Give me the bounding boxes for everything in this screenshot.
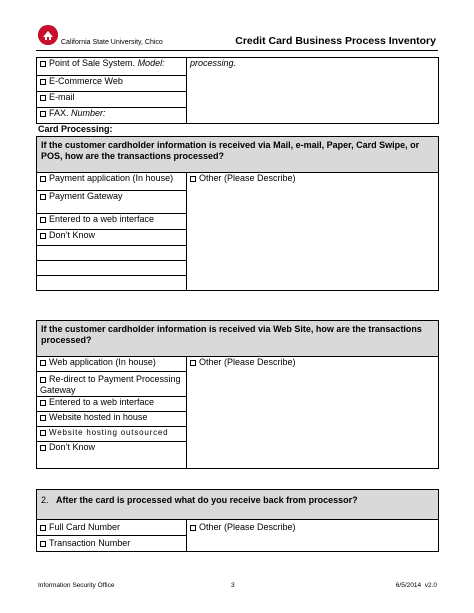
checkbox-icon[interactable] <box>40 525 46 531</box>
header-divider <box>36 50 438 51</box>
transaction-number-option[interactable] <box>37 536 187 552</box>
redirect-gateway-option[interactable] <box>37 372 187 397</box>
checkbox-icon[interactable] <box>190 525 196 531</box>
checkbox-icon[interactable] <box>40 377 46 383</box>
checkbox-icon[interactable] <box>40 61 46 67</box>
university-name: California State University, Chico <box>61 39 163 46</box>
checkbox-icon[interactable] <box>40 79 46 85</box>
processing-note: processing. <box>190 58 237 68</box>
option-label: Other (Please Describe) <box>199 522 296 532</box>
payment-gateway-option[interactable] <box>37 191 187 214</box>
hosted-in-house-option[interactable] <box>37 412 187 427</box>
web-application-option[interactable] <box>37 357 187 372</box>
question-header: If the customer cardholder information is received via Mail, e-mail, Paper, Card Swipe, or POS, how are the transactions processed? <box>37 137 439 173</box>
option-label: Payment Gateway <box>49 191 123 201</box>
option-label: E-Commerce Web <box>49 76 123 86</box>
option-label: FAX. <box>49 108 69 118</box>
checkbox-icon[interactable] <box>40 111 46 117</box>
document-title: Credit Card Business Process Inventory <box>235 35 436 47</box>
university-logo <box>38 25 58 45</box>
processing-note-cell <box>187 58 439 124</box>
page-number: 3 <box>231 582 235 589</box>
checkbox-icon[interactable] <box>40 194 46 200</box>
checkbox-icon[interactable] <box>190 360 196 366</box>
checkbox-icon[interactable] <box>40 360 46 366</box>
checkbox-icon[interactable] <box>40 176 46 182</box>
card-processing-label: Card Processing: <box>38 124 113 134</box>
option-label: Entered to a web interface <box>49 214 155 224</box>
empty-row[interactable] <box>37 261 187 276</box>
web-processing-table <box>36 320 439 469</box>
option-label: Don’t Know <box>49 230 96 240</box>
empty-row[interactable] <box>37 276 187 291</box>
option-label: Website hosting outsourced <box>49 428 169 437</box>
option-label: Re-direct to Payment Processing Gateway <box>40 374 181 395</box>
option-label: E-mail <box>49 92 75 102</box>
option-label: Other (Please Describe) <box>199 357 296 367</box>
checkbox-icon[interactable] <box>40 233 46 239</box>
option-label: Website hosted in house <box>49 412 148 422</box>
web-interface-option[interactable] <box>37 397 187 412</box>
option-label: Transaction Number <box>49 538 131 548</box>
option-label: Entered to a web interface <box>49 397 155 407</box>
empty-row[interactable] <box>37 246 187 261</box>
web-interface-option[interactable] <box>37 214 187 230</box>
question-header <box>37 490 439 520</box>
option-label: Point of Sale System. <box>49 58 136 68</box>
dont-know-option[interactable] <box>37 230 187 246</box>
full-card-number-option[interactable] <box>37 520 187 536</box>
dont-know-option[interactable] <box>37 442 187 469</box>
footer-date-version: 6/5/2014 v2.0 <box>395 582 437 589</box>
option-label: Full Card Number <box>49 522 121 532</box>
option-field-label: Model: <box>137 58 165 68</box>
option-label: Other (Please Describe) <box>199 173 296 183</box>
option-label: Payment application (In house) <box>49 173 174 183</box>
option-label: Don’t Know <box>49 442 96 452</box>
question-number: 2. <box>41 495 49 505</box>
checkbox-icon[interactable] <box>40 445 46 451</box>
fax-option[interactable] <box>37 108 187 124</box>
checkbox-icon[interactable] <box>40 415 46 421</box>
option-label: Web application (In house) <box>49 357 156 367</box>
other-describe-option[interactable] <box>187 357 439 469</box>
processor-response-table <box>36 489 439 552</box>
checkbox-icon[interactable] <box>40 400 46 406</box>
checkbox-icon[interactable] <box>40 541 46 547</box>
other-describe-option[interactable] <box>187 173 439 291</box>
pos-option[interactable] <box>37 58 187 76</box>
email-option[interactable] <box>37 92 187 108</box>
hosting-outsourced-option[interactable] <box>37 427 187 442</box>
checkbox-icon[interactable] <box>40 217 46 223</box>
checkbox-icon[interactable] <box>40 430 46 436</box>
footer-office: Information Security Office <box>38 582 115 589</box>
question-header: If the customer cardholder information is received via Web Site, how are the transactions processed? <box>37 321 439 357</box>
checkbox-icon[interactable] <box>190 176 196 182</box>
payment-application-option[interactable] <box>37 173 187 191</box>
other-describe-option[interactable] <box>187 520 439 552</box>
option-field-label: Number: <box>71 108 106 118</box>
ecommerce-web-option[interactable] <box>37 76 187 92</box>
payment-channel-table <box>36 57 439 124</box>
mail-processing-table <box>36 136 439 291</box>
question-text: After the card is processed what do you receive back from processor? <box>56 495 358 505</box>
checkbox-icon[interactable] <box>40 95 46 101</box>
